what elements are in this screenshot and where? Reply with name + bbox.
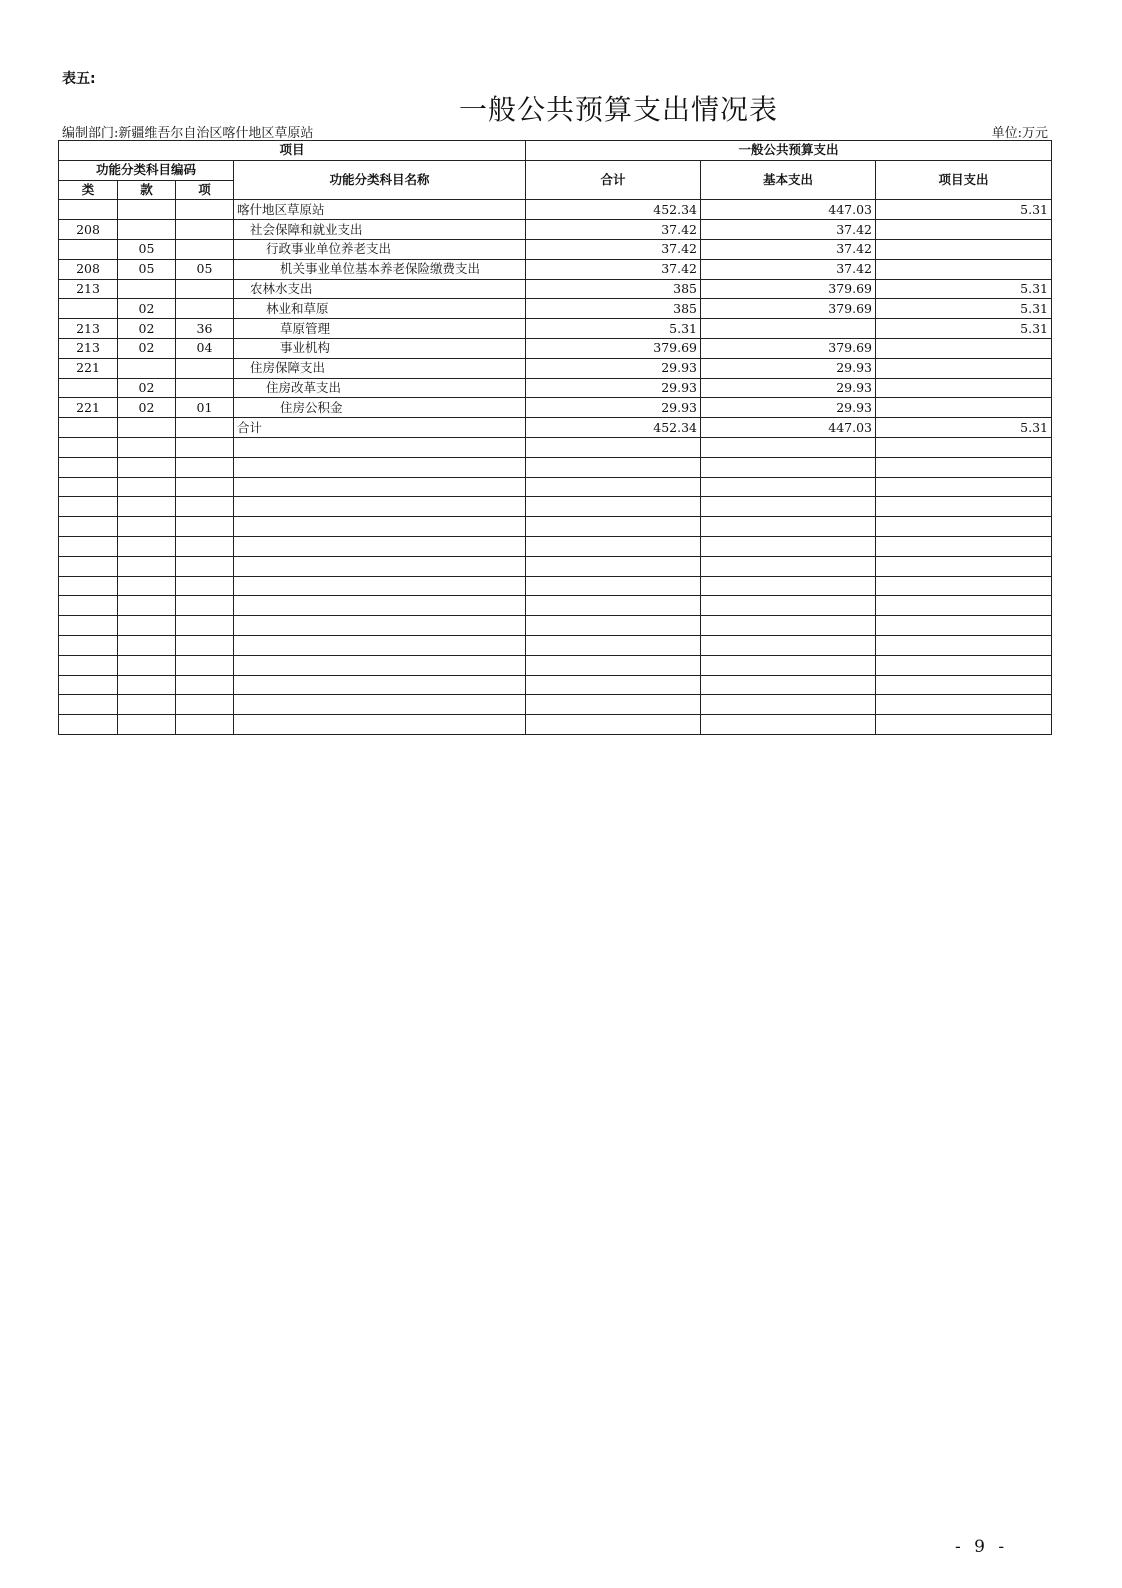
empty-cell: [876, 576, 1052, 596]
header-xiang: 项: [176, 180, 234, 200]
cell-subject-name: 事业机构: [234, 338, 526, 358]
empty-cell: [59, 477, 118, 497]
cell-basic: 29.93: [701, 398, 876, 418]
empty-cell: [176, 616, 234, 636]
empty-cell: [176, 536, 234, 556]
empty-cell: [234, 536, 526, 556]
cell-kuan: 02: [118, 398, 176, 418]
empty-cell: [176, 437, 234, 457]
empty-cell: [118, 675, 176, 695]
cell-total: 29.93: [526, 378, 701, 398]
cell-lei: [59, 200, 118, 220]
header-basic: 基本支出: [701, 160, 876, 200]
cell-lei: 221: [59, 358, 118, 378]
cell-basic: 379.69: [701, 279, 876, 299]
cell-subject-name: 住房改革支出: [234, 378, 526, 398]
table-row: [59, 220, 1052, 240]
cell-basic: 379.69: [701, 338, 876, 358]
cell-lei: 208: [59, 259, 118, 279]
empty-cell: [118, 635, 176, 655]
empty-cell: [526, 477, 701, 497]
empty-row: [59, 635, 1052, 655]
cell-total: 29.93: [526, 358, 701, 378]
empty-row: [59, 556, 1052, 576]
table-row: [59, 259, 1052, 279]
cell-project-expense: 5.31: [876, 319, 1052, 339]
table-row: [59, 279, 1052, 299]
cell-xiang: 05: [176, 259, 234, 279]
empty-cell: [176, 477, 234, 497]
empty-row: [59, 596, 1052, 616]
cell-subject-name: 行政事业单位养老支出: [234, 239, 526, 259]
empty-cell: [526, 497, 701, 517]
empty-cell: [59, 576, 118, 596]
empty-cell: [118, 497, 176, 517]
cell-kuan: 02: [118, 338, 176, 358]
empty-cell: [59, 695, 118, 715]
empty-row: [59, 536, 1052, 556]
cell-xiang: [176, 378, 234, 398]
empty-cell: [59, 635, 118, 655]
cell-project-expense: [876, 220, 1052, 240]
cell-basic: 447.03: [701, 200, 876, 220]
cell-basic: 379.69: [701, 299, 876, 319]
empty-cell: [876, 457, 1052, 477]
empty-cell: [526, 437, 701, 457]
empty-cell: [59, 675, 118, 695]
empty-cell: [59, 536, 118, 556]
cell-subject-name: 住房保障支出: [234, 358, 526, 378]
empty-cell: [876, 715, 1052, 735]
cell-xiang: 04: [176, 338, 234, 358]
cell-basic: 447.03: [701, 418, 876, 438]
cell-basic: 37.42: [701, 259, 876, 279]
cell-xiang: 36: [176, 319, 234, 339]
empty-row: [59, 477, 1052, 497]
empty-cell: [118, 576, 176, 596]
header-total: 合计: [526, 160, 701, 200]
cell-xiang: [176, 239, 234, 259]
empty-cell: [59, 655, 118, 675]
empty-cell: [59, 616, 118, 636]
header-kuan: 款: [118, 180, 176, 200]
cell-project-expense: 5.31: [876, 200, 1052, 220]
empty-cell: [234, 497, 526, 517]
empty-cell: [59, 437, 118, 457]
empty-cell: [701, 576, 876, 596]
cell-kuan: [118, 200, 176, 220]
header-project-expense: 项目支出: [876, 160, 1052, 200]
empty-cell: [876, 596, 1052, 616]
empty-row: [59, 517, 1052, 537]
table-row: [59, 239, 1052, 259]
cell-total: 37.42: [526, 239, 701, 259]
empty-cell: [234, 635, 526, 655]
empty-cell: [876, 517, 1052, 537]
cell-xiang: 01: [176, 398, 234, 418]
empty-cell: [526, 655, 701, 675]
empty-cell: [701, 556, 876, 576]
empty-cell: [234, 655, 526, 675]
empty-cell: [701, 616, 876, 636]
cell-basic: 37.42: [701, 239, 876, 259]
empty-cell: [118, 655, 176, 675]
empty-cell: [701, 596, 876, 616]
empty-cell: [118, 695, 176, 715]
empty-cell: [59, 517, 118, 537]
empty-cell: [526, 596, 701, 616]
cell-project-expense: [876, 378, 1052, 398]
empty-cell: [118, 517, 176, 537]
table-row: [59, 358, 1052, 378]
empty-cell: [526, 457, 701, 477]
empty-cell: [526, 695, 701, 715]
cell-xiang: [176, 279, 234, 299]
empty-cell: [234, 517, 526, 537]
cell-xiang: [176, 418, 234, 438]
cell-xiang: [176, 200, 234, 220]
cell-kuan: [118, 220, 176, 240]
empty-cell: [876, 497, 1052, 517]
cell-subject-name: 林业和草原: [234, 299, 526, 319]
cell-total: 29.93: [526, 398, 701, 418]
page-number: - 9 -: [955, 1537, 1009, 1557]
cell-subject-name: 社会保障和就业支出: [234, 220, 526, 240]
empty-cell: [701, 655, 876, 675]
empty-cell: [876, 556, 1052, 576]
cell-kuan: 05: [118, 239, 176, 259]
table-row: [59, 378, 1052, 398]
empty-cell: [59, 556, 118, 576]
empty-cell: [701, 715, 876, 735]
cell-lei: 213: [59, 338, 118, 358]
header-project: 项目: [59, 141, 526, 161]
empty-cell: [176, 517, 234, 537]
table-row: [59, 398, 1052, 418]
empty-row: [59, 437, 1052, 457]
page-title: 一般公共预算支出情况表: [458, 93, 778, 126]
header-general-budget: 一般公共预算支出: [526, 141, 1052, 161]
empty-cell: [176, 675, 234, 695]
empty-row: [59, 616, 1052, 636]
cell-subject-name: 住房公积金: [234, 398, 526, 418]
table-row: [59, 319, 1052, 339]
empty-row: [59, 457, 1052, 477]
cell-xiang: [176, 358, 234, 378]
empty-cell: [59, 497, 118, 517]
empty-cell: [118, 556, 176, 576]
empty-row: [59, 695, 1052, 715]
cell-project-expense: [876, 358, 1052, 378]
cell-kuan: [118, 418, 176, 438]
empty-cell: [526, 715, 701, 735]
cell-project-expense: [876, 398, 1052, 418]
table-row: [59, 200, 1052, 220]
empty-cell: [876, 536, 1052, 556]
empty-cell: [118, 715, 176, 735]
cell-project-expense: 5.31: [876, 279, 1052, 299]
cell-subject-name: 喀什地区草原站: [234, 200, 526, 220]
cell-lei: [59, 299, 118, 319]
empty-cell: [876, 655, 1052, 675]
empty-cell: [526, 517, 701, 537]
empty-row: [59, 715, 1052, 735]
cell-lei: [59, 378, 118, 398]
header-code-group: 功能分类科目编码: [59, 160, 234, 180]
empty-cell: [701, 517, 876, 537]
empty-cell: [234, 695, 526, 715]
table-row: [59, 338, 1052, 358]
empty-cell: [176, 695, 234, 715]
cell-kuan: 02: [118, 319, 176, 339]
empty-cell: [59, 596, 118, 616]
empty-cell: [701, 497, 876, 517]
empty-cell: [701, 675, 876, 695]
cell-xiang: [176, 220, 234, 240]
empty-row: [59, 655, 1052, 675]
cell-project-expense: [876, 259, 1052, 279]
cell-total: 5.31: [526, 319, 701, 339]
table-row: [59, 299, 1052, 319]
cell-total: 452.34: [526, 200, 701, 220]
empty-cell: [176, 655, 234, 675]
empty-cell: [701, 635, 876, 655]
empty-cell: [176, 576, 234, 596]
empty-row: [59, 497, 1052, 517]
cell-total: 37.42: [526, 259, 701, 279]
cell-basic: 37.42: [701, 220, 876, 240]
empty-cell: [176, 635, 234, 655]
unit-label: 单位:万元: [991, 126, 1048, 141]
cell-total: 452.34: [526, 418, 701, 438]
empty-cell: [234, 675, 526, 695]
cell-subject-name: 草原管理: [234, 319, 526, 339]
cell-project-expense: 5.31: [876, 418, 1052, 438]
empty-cell: [234, 457, 526, 477]
empty-cell: [234, 715, 526, 735]
empty-cell: [176, 457, 234, 477]
cell-basic: 29.93: [701, 358, 876, 378]
empty-cell: [526, 616, 701, 636]
empty-cell: [59, 715, 118, 735]
cell-kuan: 02: [118, 299, 176, 319]
empty-cell: [876, 437, 1052, 457]
cell-kuan: 02: [118, 378, 176, 398]
empty-cell: [176, 596, 234, 616]
empty-cell: [234, 477, 526, 497]
cell-subject-name: 机关事业单位基本养老保险缴费支出: [234, 259, 526, 279]
empty-cell: [118, 457, 176, 477]
cell-lei: 221: [59, 398, 118, 418]
empty-cell: [876, 675, 1052, 695]
cell-kuan: [118, 279, 176, 299]
cell-basic: [701, 319, 876, 339]
cell-project-expense: [876, 338, 1052, 358]
compiling-department: 编制部门:新疆维吾尔自治区喀什地区草原站: [62, 126, 314, 141]
table-row: [59, 418, 1052, 438]
table-label: 表五:: [62, 71, 96, 87]
empty-cell: [176, 715, 234, 735]
cell-lei: 208: [59, 220, 118, 240]
cell-kuan: 05: [118, 259, 176, 279]
cell-subject-name: 农林水支出: [234, 279, 526, 299]
header-subject-name: 功能分类科目名称: [234, 160, 526, 200]
empty-cell: [526, 536, 701, 556]
empty-cell: [526, 556, 701, 576]
table-body: [59, 200, 1052, 735]
empty-cell: [176, 497, 234, 517]
empty-cell: [118, 596, 176, 616]
empty-cell: [118, 616, 176, 636]
empty-cell: [176, 556, 234, 576]
cell-lei: 213: [59, 319, 118, 339]
empty-row: [59, 576, 1052, 596]
empty-cell: [234, 596, 526, 616]
cell-basic: 29.93: [701, 378, 876, 398]
empty-cell: [234, 556, 526, 576]
empty-cell: [118, 437, 176, 457]
empty-cell: [876, 616, 1052, 636]
cell-lei: 213: [59, 279, 118, 299]
cell-total: 385: [526, 299, 701, 319]
empty-cell: [234, 437, 526, 457]
cell-xiang: [176, 299, 234, 319]
header-lei: 类: [59, 180, 118, 200]
empty-cell: [701, 457, 876, 477]
empty-cell: [234, 616, 526, 636]
cell-total: 37.42: [526, 220, 701, 240]
budget-table: [58, 140, 1052, 735]
empty-cell: [118, 477, 176, 497]
cell-lei: [59, 239, 118, 259]
empty-cell: [526, 675, 701, 695]
empty-cell: [701, 437, 876, 457]
empty-cell: [701, 536, 876, 556]
cell-project-expense: 5.31: [876, 299, 1052, 319]
cell-total: 385: [526, 279, 701, 299]
empty-cell: [118, 536, 176, 556]
empty-cell: [701, 695, 876, 715]
empty-cell: [701, 477, 876, 497]
cell-project-expense: [876, 239, 1052, 259]
empty-cell: [876, 477, 1052, 497]
empty-cell: [876, 635, 1052, 655]
empty-cell: [59, 457, 118, 477]
empty-row: [59, 675, 1052, 695]
empty-cell: [876, 695, 1052, 715]
cell-total: 379.69: [526, 338, 701, 358]
empty-cell: [526, 576, 701, 596]
cell-kuan: [118, 358, 176, 378]
empty-cell: [526, 635, 701, 655]
cell-lei: [59, 418, 118, 438]
empty-cell: [234, 576, 526, 596]
cell-subject-name: 合计: [234, 418, 526, 438]
